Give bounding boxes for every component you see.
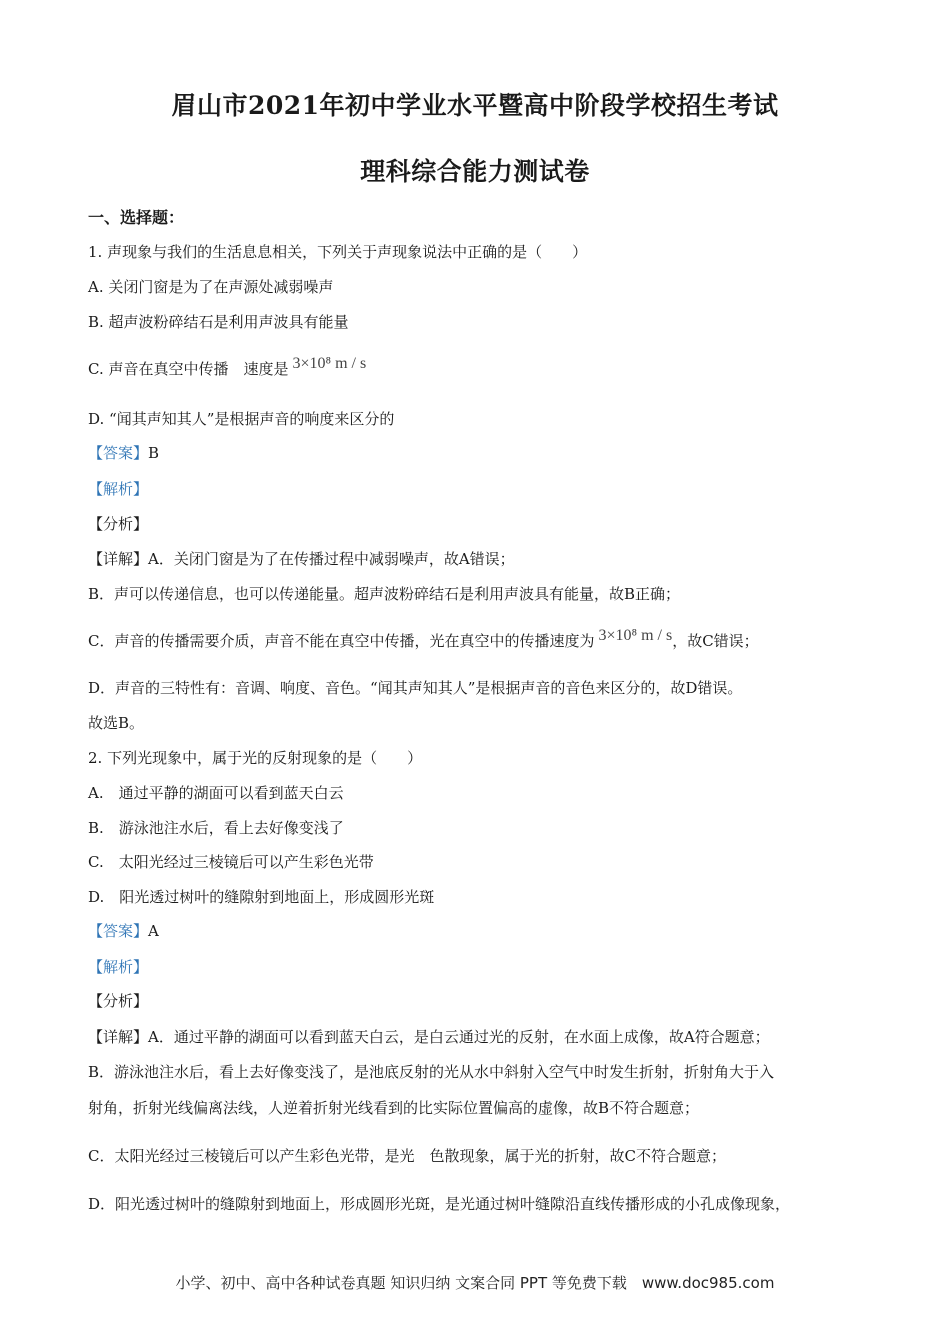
q2-detail-b-line2: 射角，折射光线偏离法线，人逆着折射光线看到的比实际位置偏高的虚像，故B不符合题意；	[88, 1099, 700, 1117]
q2-option-a: A. 通过平静的湖面可以看到蓝天白云	[88, 784, 344, 802]
q1-option-a: A. 关闭门窗是为了在声源处减弱噪声	[88, 278, 334, 296]
q1-detail-c-end: ，故C错误；	[672, 632, 759, 650]
q1-option-c	[88, 355, 367, 380]
q2-option-c: C. 太阳光经过三棱镜后可以产生彩色光带	[88, 853, 374, 871]
q2-answer	[88, 921, 159, 941]
q1-option-c-formula: 3×10⁸ m / s	[292, 355, 367, 372]
q2-fenxi: 【分析】	[88, 992, 149, 1010]
q1-detail-c-formula: 3×10⁸ m / s	[598, 627, 673, 644]
answer-value: A	[148, 922, 159, 940]
answer-value: B	[148, 444, 160, 462]
q1-answer	[88, 443, 159, 463]
q1-detail-c	[88, 627, 759, 652]
q1-detail-d: D．声音的三特性有：音调、响度、音色。“闻其声知其人”是根据声音的音色来区分的，故D错误。	[88, 679, 743, 697]
answer-tag: 【答案】	[88, 444, 149, 462]
q1-stem: 1. 声现象与我们的生活息息相关，下列关于声现象说法中正确的是（ ）	[88, 243, 588, 261]
q1-conclusion: 故选B。	[88, 714, 145, 732]
q1-detail-a: 【详解】A．关闭门窗是为了在传播过程中减弱噪声，故A错误；	[88, 550, 515, 568]
answer-tag: 【答案】	[88, 922, 149, 940]
exam-title: 眉山市2021年初中学业水平暨高中阶段学校招生考试	[171, 91, 779, 120]
q1-option-d: D. “闻其声知其人”是根据声音的响度来区分的	[88, 410, 395, 428]
q1-detail-c-text: C．声音的传播需要介质，声音不能在真空中传播，光在真空中的传播速度为	[88, 632, 595, 650]
q2-option-d: D. 阳光透过树叶的缝隙射到地面上，形成圆形光斑	[88, 888, 435, 906]
exam-subtitle: 理科综合能力测试卷	[360, 157, 590, 186]
section-heading: 一、选择题：	[88, 208, 185, 227]
q1-fenxi: 【分析】	[88, 515, 149, 533]
q2-detail-b-line1: B．游泳池注水后，看上去好像变浅了，是池底反射的光从水中斜射入空气中时发生折射，折射角大于入	[88, 1063, 775, 1081]
q2-stem: 2. 下列光现象中，属于光的反射现象的是（ ）	[88, 749, 423, 767]
q2-detail-c: C．太阳光经过三棱镜后可以产生彩色光带，是光 色散现象，属于光的折射，故C不符合题意；	[88, 1147, 726, 1165]
q2-detail-d: D．阳光透过树叶的缝隙射到地面上，形成圆形光斑，是光通过树叶缝隙沿直线传播形成的小孔成像现象，	[88, 1195, 791, 1213]
q1-option-c-text: C. 声音在真空中传播 速度是	[88, 360, 289, 378]
q1-detail-b: B．声可以传递信息，也可以传递能量。超声波粉碎结石是利用声波具有能量，故B正确；	[88, 585, 681, 603]
q2-detail-a: 【详解】A．通过平静的湖面可以看到蓝天白云，是白云通过光的反射，在水面上成像，故A符合题意；	[88, 1028, 770, 1046]
q2-analysis-tag: 【解析】	[88, 958, 149, 976]
q2-option-b: B. 游泳池注水后，看上去好像变浅了	[88, 819, 344, 837]
page-footer: 小学、初中、高中各种试卷真题 知识归纳 文案合同 PPT 等免费下载 www.doc985.com	[175, 1274, 775, 1292]
q1-analysis-tag: 【解析】	[88, 480, 149, 498]
q1-option-b: B. 超声波粉碎结石是利用声波具有能量	[88, 313, 349, 331]
